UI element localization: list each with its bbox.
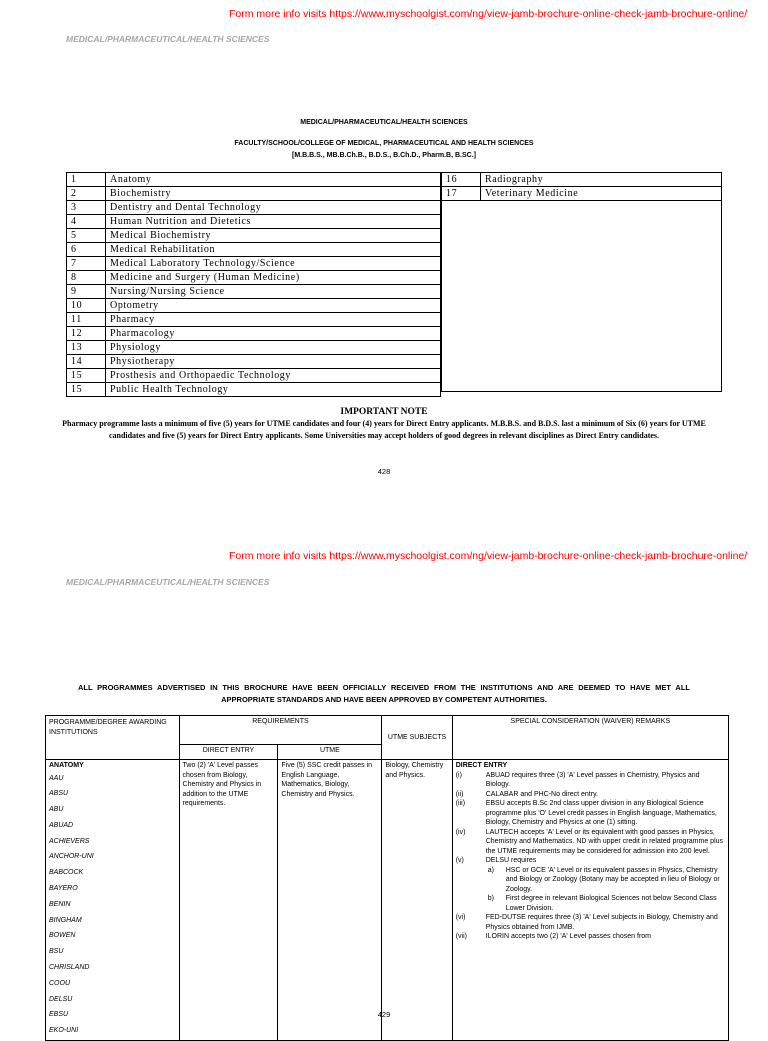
programme-name: Radiography — [481, 173, 722, 187]
utme-subjects-cell: Biology, Chemistry and Physics. — [382, 760, 452, 1041]
programme-number: 9 — [67, 285, 106, 299]
special-item-marker: (ii) — [455, 790, 464, 798]
institution-item: ACHIEVERS — [49, 837, 90, 845]
special-item-marker: (vi) — [455, 914, 466, 921]
special-heading: DIRECT ENTRY — [455, 762, 508, 769]
programme-row — [442, 173, 722, 187]
programme-row — [67, 355, 441, 369]
programme-name: Medical Laboratory Technology/Science — [106, 257, 441, 271]
brochure-link[interactable]: Form more info visits https://www.myschoolgist.com/ng/view-jamb-brochure-online-check-jamb-brochure-online/ — [229, 550, 748, 562]
programme-name: Veterinary Medicine — [481, 187, 722, 201]
special-item-text: ABUAD requires three (3) 'A' Level passes in Chemistry, Physics and Biology. — [485, 771, 700, 788]
col-utme-header: UTME — [278, 745, 382, 760]
institution-item: EBSU — [49, 1011, 69, 1019]
special-item — [456, 932, 725, 942]
special-item-marker: b) — [487, 895, 494, 902]
programme-number: 17 — [442, 187, 481, 201]
programme-number: 16 — [442, 173, 481, 187]
programme-number: 6 — [67, 243, 106, 257]
programme-number: 5 — [67, 229, 106, 243]
utme-cell: Five (5) SSC credit passes in English Language, Mathematics, Biology, Chemistry and Physics. — [278, 760, 382, 1041]
programme-name: Human Nutrition and Dietetics — [106, 215, 441, 229]
special-item-marker: (v) — [455, 857, 464, 864]
institution-item: BABCOCK — [49, 869, 84, 877]
running-header: MEDICAL/PHARMACEUTICAL/HEALTH SCIENCES — [66, 577, 270, 587]
programme-number: 15 — [67, 383, 106, 397]
programme-name: Physiotherapy — [106, 355, 441, 369]
programme-table-right — [441, 172, 722, 392]
important-note-text: Pharmacy programme lasts a minimum of five (5) years for UTME candidates and four (4) years for Direct Entry applicants. M.B.B.S. and B.D.S. last a minimum of Six (6) years for UTME candidates and five (5) years for Direct Entry applicants. Some Universities may accept holders of good degrees in relevant disciplines as Direct Entry candidates. — [62, 419, 706, 440]
degree-list: [M.B.B.S., MB.B.Ch.B., B.D.S., B.Ch.D., Pharm.B, B.SC.] — [292, 152, 476, 159]
institution-item: EKO-UNI — [49, 1027, 79, 1035]
programme-number: 1 — [67, 173, 106, 187]
institution-item: BOWEN — [49, 932, 76, 940]
programme-name: Physiology — [106, 341, 441, 355]
special-item-text: HSC or GCE 'A' Level or its equivalent passes in Physics, Chemistry and Biology or Zoology (Botany may be accepted in lieu of Biology or Zoology. — [505, 866, 720, 893]
programme-row — [67, 215, 441, 229]
programme-row — [67, 271, 441, 285]
programme-row — [67, 257, 441, 271]
programme-name: Dentistry and Dental Technology — [106, 201, 441, 215]
special-item-marker: a) — [487, 866, 494, 874]
programme-name: Nursing/Nursing Science — [106, 285, 441, 299]
programme-row — [67, 299, 441, 313]
special-item-marker: (iv) — [455, 828, 466, 836]
col-programme-header: PROGRAMME/DEGREE AWARDING INSTITUTIONS — [46, 716, 180, 760]
special-item-text: EBSU accepts B.Sc 2nd class upper division in any Biological Science programme plus 'O' Level credit passes in English language, Mathematics, Biology, Chemistry and Physics at one (1) sitting. — [485, 800, 717, 826]
programme-name: Biochemistry — [106, 187, 441, 201]
programme-name: Prosthesis and Orthopaedic Technology — [106, 369, 441, 383]
institution-item: DELSU — [49, 995, 73, 1003]
special-item — [456, 799, 725, 828]
institution-item: COOU — [49, 979, 70, 987]
institution-list — [49, 771, 176, 1040]
programme-number: 14 — [67, 355, 106, 369]
special-item-text: LAUTECH accepts 'A' Level or its equivalent with good passes in Physics, Chemistry and Mathematics. ND with upper credit in related programme plus the UTME requirements may be considered for admission into 200 level. — [485, 828, 724, 855]
programme-row — [67, 173, 441, 187]
institution-item: CHRISLAND — [49, 964, 90, 972]
blank-cell — [442, 201, 722, 392]
programme-number: 4 — [67, 215, 106, 229]
institution-item: ABU — [49, 806, 64, 814]
faculty-title: FACULTY/SCHOOL/COLLEGE OF MEDICAL, PHARMACEUTICAL AND HEALTH SCIENCES — [234, 140, 534, 147]
programme-name: Public Health Technology — [106, 383, 441, 397]
institution-item: AAU — [49, 774, 64, 782]
special-item — [456, 913, 725, 932]
programme-number: 10 — [67, 299, 106, 313]
direct-entry-cell: Two (2) 'A' Level passes chosen from Biology, Chemistry and Physics in addition to the UTME requirements. — [179, 760, 278, 1041]
special-item-text: First degree in relevant Biological Sciences not below Second Class Lower Division. — [505, 895, 717, 912]
programme-row — [67, 201, 441, 215]
programme-row-blank — [442, 201, 722, 392]
special-list — [456, 771, 725, 942]
col-requirements-header: REQUIREMENTS — [179, 716, 382, 745]
programme-row — [67, 341, 441, 355]
special-item — [456, 856, 725, 866]
page-number: 428 — [377, 467, 391, 476]
programme-number: 15 — [67, 369, 106, 383]
institution-item: ANCHOR-UNI — [49, 853, 94, 861]
institution-item: BAYERO — [49, 885, 78, 893]
programme-row — [67, 285, 441, 299]
programme-name: Pharmacology — [106, 327, 441, 341]
programme-number: 7 — [67, 257, 106, 271]
special-item — [456, 790, 725, 800]
programme-row — [67, 229, 441, 243]
programme-cell — [46, 760, 180, 1041]
special-item-marker: (vii) — [455, 933, 467, 940]
institution-item: BENIN — [49, 900, 71, 908]
programme-name: Optometry — [106, 299, 441, 313]
special-item-text: CALABAR and PHC-No direct entry. — [485, 790, 599, 798]
special-item-marker: (i) — [455, 771, 462, 779]
programme-name: Anatomy — [106, 173, 441, 187]
programme-row — [67, 187, 441, 201]
special-item-marker: (iii) — [455, 800, 466, 807]
programme-name: Medicine and Surgery (Human Medicine) — [106, 271, 441, 285]
programme-table-left — [66, 172, 441, 397]
programme-row — [67, 313, 441, 327]
page-number: 429 — [377, 1010, 391, 1019]
important-note-title: IMPORTANT NOTE — [340, 407, 428, 417]
programme-row — [67, 243, 441, 257]
programme-number: 12 — [67, 327, 106, 341]
institution-item: BSU — [49, 948, 64, 956]
col-special-header: SPECIAL CONSIDERATION (WAIVER) REMARKS — [452, 716, 728, 760]
col-utme-subjects-header: UTME SUBJECTS — [382, 716, 452, 760]
programme-number: 8 — [67, 271, 106, 285]
programme-number: 3 — [67, 201, 106, 215]
programme-number: 11 — [67, 313, 106, 327]
institution-item: BINGHAM — [49, 916, 82, 924]
special-consideration-cell — [452, 760, 728, 1041]
running-header: MEDICAL/PHARMACEUTICAL/HEALTH SCIENCES — [66, 34, 270, 44]
institution-item: ABSU — [49, 790, 69, 798]
programme-row — [442, 187, 722, 201]
page-title: MEDICAL/PHARMACEUTICAL/HEALTH SCIENCES — [300, 119, 468, 126]
institution-item: ABUAD — [49, 821, 74, 829]
approval-statement: ALL PROGRAMMES ADVERTISED IN THIS BROCHURE HAVE BEEN OFFICIALLY RECEIVED FROM THE INSTITUTIONS AND ARE DEEMED TO HAVE MET ALL APPROPRIATE STANDARDS AND HAVE BEEN APPROVED BY COMPETENT AUTHORITIES. — [78, 683, 690, 704]
programme-name: ANATOMY — [49, 762, 84, 769]
special-item-text: ILORIN accepts two (2) 'A' Level passes chosen from — [485, 933, 651, 940]
special-item — [456, 771, 725, 790]
requirements-table — [45, 715, 729, 1041]
programme-name: Pharmacy — [106, 313, 441, 327]
programme-number: 13 — [67, 341, 106, 355]
programme-row — [67, 369, 441, 383]
col-direct-entry-header: DIRECT ENTRY — [179, 745, 278, 760]
programme-row — [67, 327, 441, 341]
special-item-text: DELSU requires — [485, 857, 537, 864]
special-item — [456, 866, 725, 895]
special-item-text: FED-DUTSE requires three (3) 'A' Level subjects in Biology, Chemistry and Physics obtained from IJMB. — [485, 914, 718, 931]
brochure-link[interactable]: Form more info visits https://www.myschoolgist.com/ng/view-jamb-brochure-online-check-jamb-brochure-online/ — [229, 8, 748, 20]
programme-name: Medical Biochemistry — [106, 229, 441, 243]
special-item — [456, 828, 725, 857]
programme-name: Medical Rehabilitation — [106, 243, 441, 257]
special-item — [456, 894, 725, 913]
programme-row — [67, 383, 441, 397]
programme-number: 2 — [67, 187, 106, 201]
